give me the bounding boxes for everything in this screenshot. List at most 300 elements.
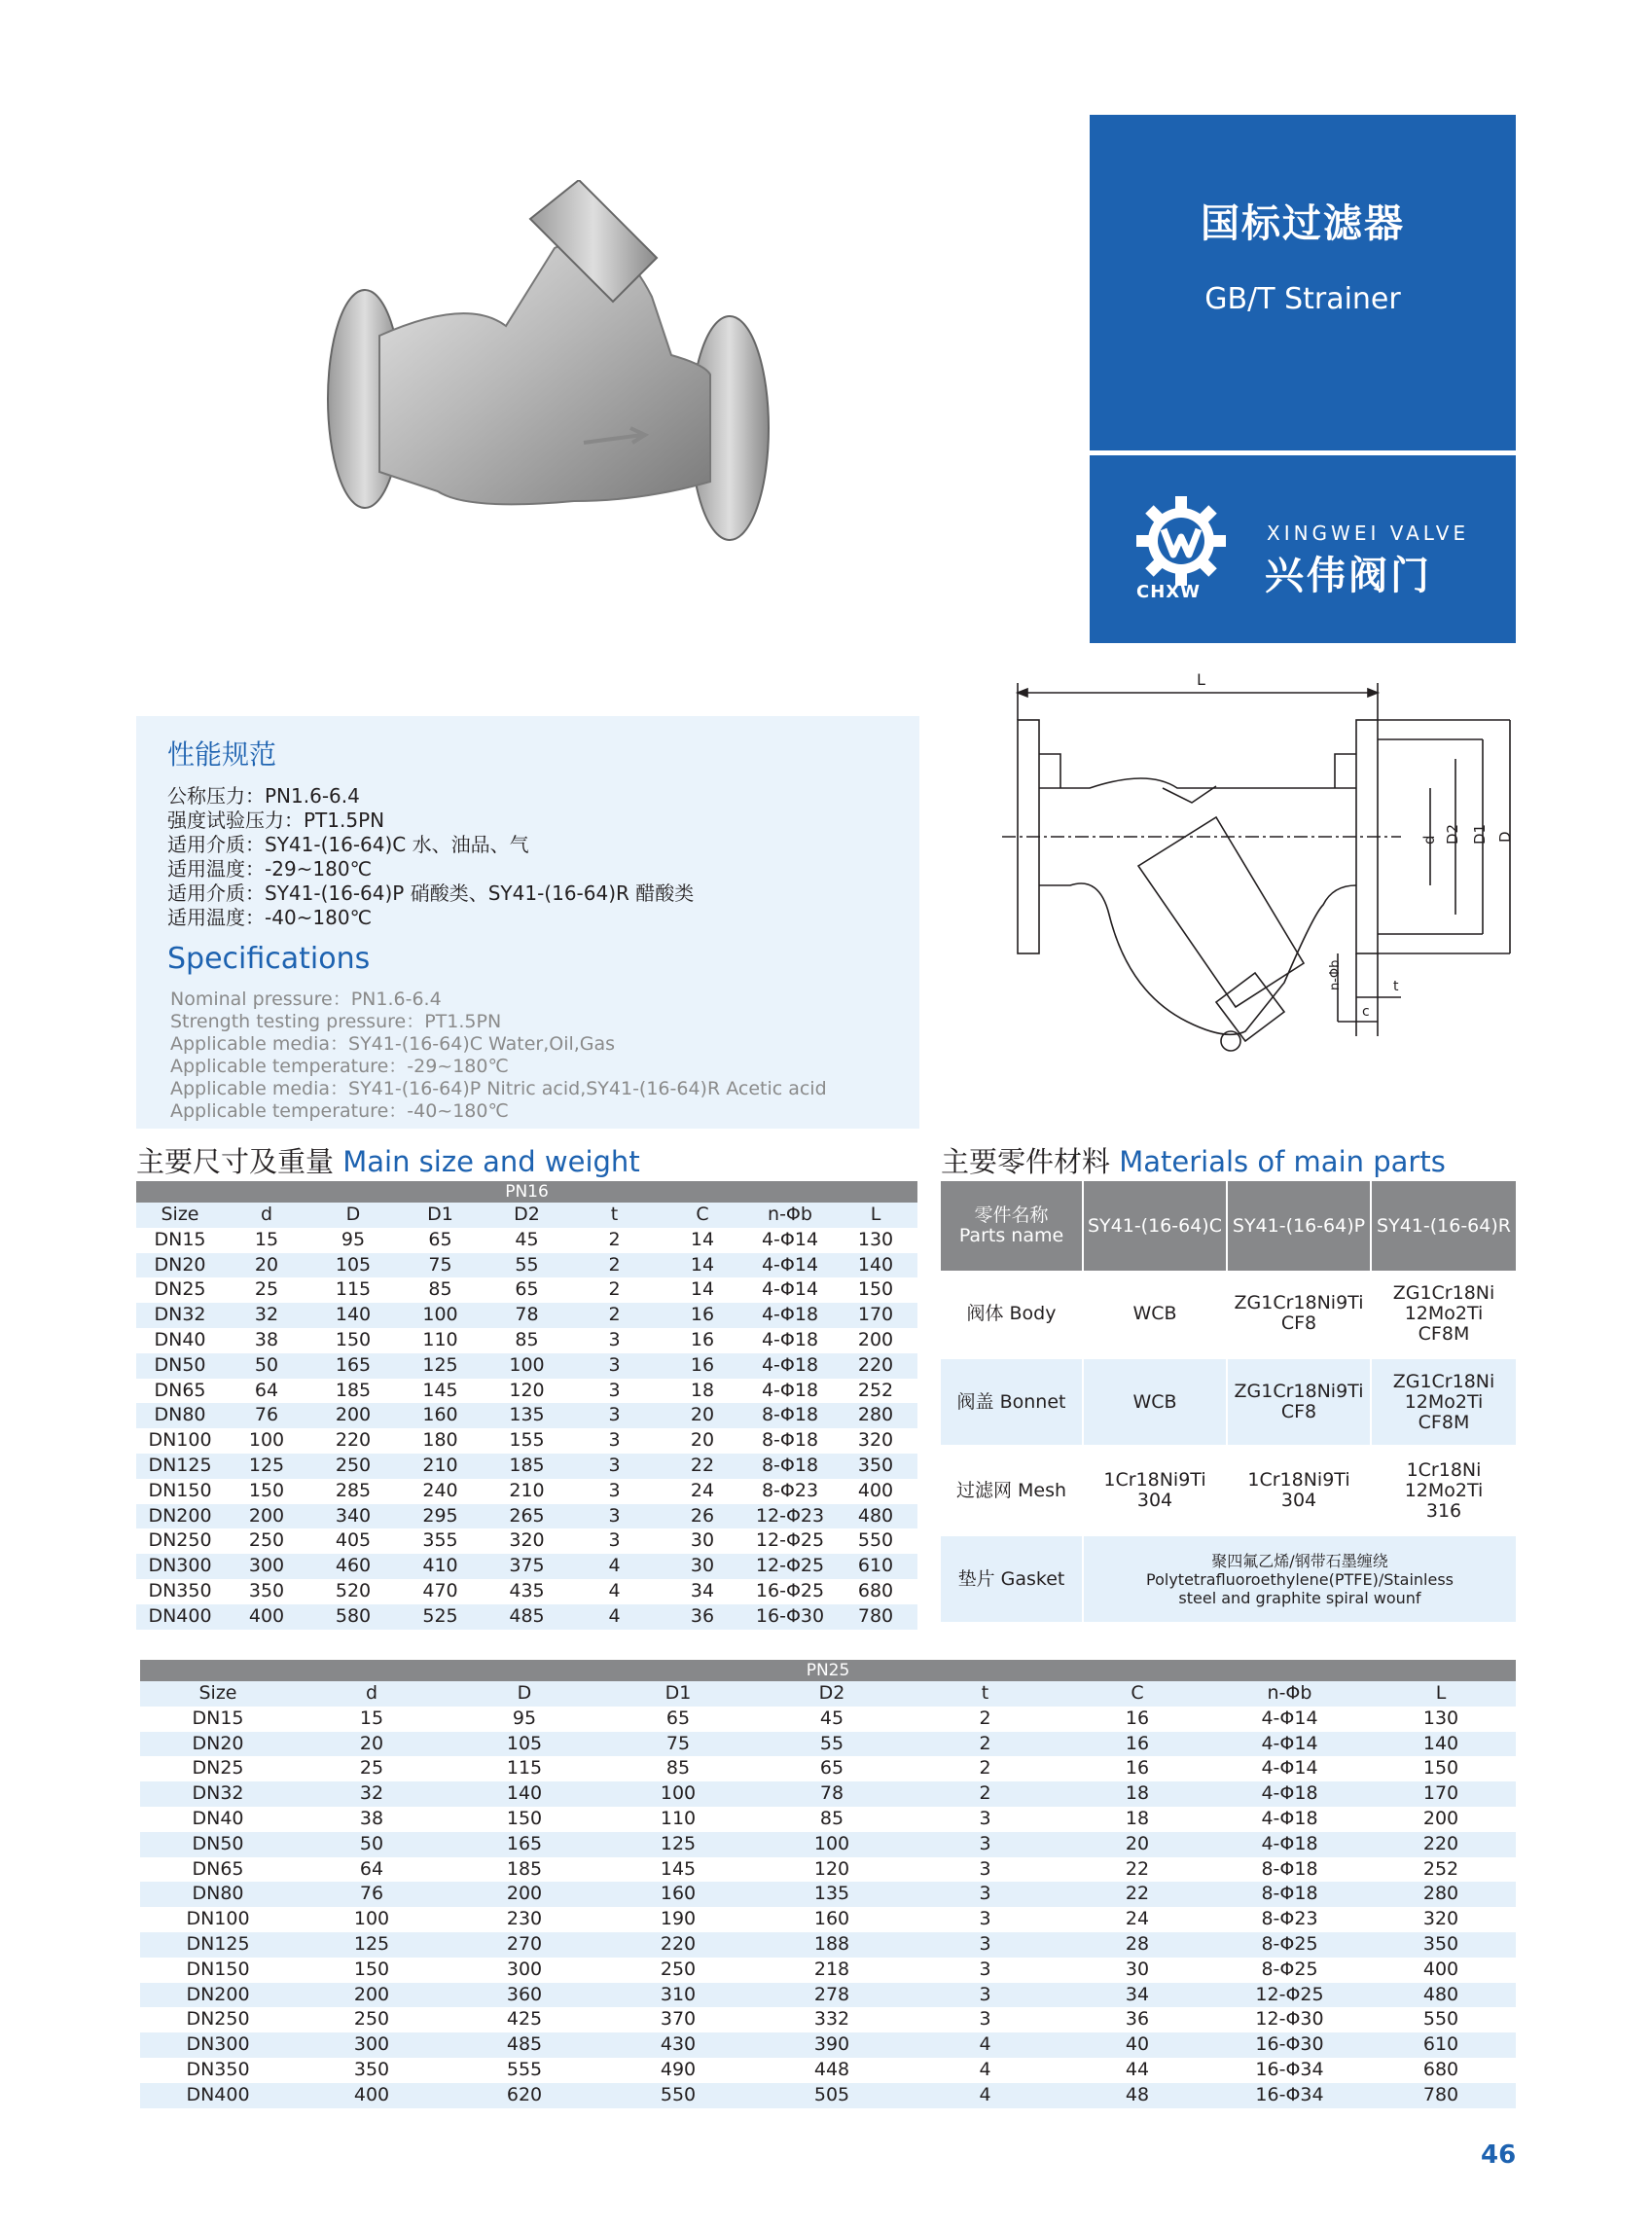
- table-cell: 125: [601, 1832, 755, 1857]
- table-cell: 100: [397, 1303, 484, 1328]
- table-cell: 22: [1061, 1882, 1213, 1907]
- table-cell: 295: [397, 1504, 484, 1529]
- table-cell: 20: [690, 1429, 715, 1452]
- table-cell: 4-Φ14: [746, 1253, 834, 1278]
- column-header: D1: [397, 1203, 484, 1228]
- table-cell: 140: [834, 1253, 917, 1278]
- table-cell: 18: [1061, 1781, 1213, 1807]
- table-cell: 150: [1422, 1757, 1459, 1780]
- table-cell: 40: [1061, 2032, 1213, 2058]
- part-name: 过滤网 Mesh: [941, 1447, 1083, 1535]
- table-cell: 300: [296, 2032, 448, 2058]
- table-cell: 200: [224, 1504, 309, 1529]
- table-cell: DN150: [186, 1958, 250, 1980]
- table-cell: 185: [506, 1857, 543, 1880]
- materials-section-title-cn: 主要零件材料: [941, 1145, 1111, 1178]
- table-cell: 140: [1366, 1732, 1516, 1757]
- table-row: [140, 1983, 1516, 2008]
- table-cell: DN100: [186, 1908, 250, 1930]
- table-cell: 610: [1366, 2032, 1516, 2058]
- dim-label-l: L: [1197, 671, 1205, 689]
- table-cell: 16: [659, 1353, 746, 1379]
- table-cell: 3: [979, 1807, 991, 1829]
- table-cell: 220: [335, 1429, 372, 1452]
- table-cell: DN65: [154, 1379, 206, 1401]
- table-cell: 525: [397, 1604, 484, 1630]
- table-cell: 220: [834, 1353, 917, 1379]
- table-cell: 4: [570, 1604, 659, 1630]
- table-cell: DN350: [186, 2058, 250, 2080]
- table-cell: DN50: [140, 1832, 296, 1857]
- table-cell: 45: [515, 1228, 539, 1250]
- table-cell: 16: [1061, 1732, 1213, 1757]
- table-cell: 125: [296, 1932, 448, 1958]
- material-p: ZG1Cr18Ni9Ti CF8: [1227, 1358, 1371, 1447]
- table-cell: 485: [448, 2032, 601, 2058]
- table-cell: 350: [1366, 1932, 1516, 1958]
- table-row: [136, 1554, 917, 1579]
- material-col-r-header: SY41-(16-64)R: [1371, 1181, 1516, 1271]
- table-cell: 3: [570, 1403, 659, 1428]
- table-cell: DN350: [148, 1579, 212, 1601]
- table-row: [140, 1857, 1516, 1883]
- spec-line-en: Applicable temperature：-29~180℃: [170, 1056, 509, 1077]
- material-c: 1Cr18Ni9Ti 304: [1083, 1447, 1227, 1535]
- table-cell: 2: [570, 1303, 659, 1328]
- column-header: Size: [136, 1203, 224, 1228]
- column-header: D1: [601, 1681, 755, 1707]
- table-cell: 400: [857, 1479, 894, 1501]
- table-row: [136, 1504, 917, 1529]
- table-cell: 435: [509, 1579, 545, 1601]
- parts-name-header: [941, 1181, 1083, 1271]
- table-cell: 155: [509, 1429, 545, 1452]
- materials-section-title-en: Materials of main parts: [1119, 1145, 1446, 1178]
- table-row: [140, 1932, 1516, 1958]
- table-cell: 4: [979, 2058, 991, 2080]
- table-cell: 30: [659, 1554, 746, 1579]
- table-row: [136, 1253, 917, 1278]
- table-cell: 150: [353, 1958, 390, 1980]
- table-cell: DN32: [136, 1303, 224, 1328]
- table-cell: 620: [448, 2083, 601, 2108]
- table-cell: 12-Φ23: [746, 1504, 834, 1529]
- table-cell: 8-Φ23: [761, 1479, 819, 1501]
- table-cell: DN25: [192, 1757, 244, 1780]
- table-cell: 4-Φ14: [1261, 1707, 1318, 1729]
- table-cell: 4: [570, 1554, 659, 1579]
- table-cell: 550: [857, 1529, 894, 1552]
- pn25-column-header-row: [140, 1681, 1516, 1707]
- table-cell: 115: [335, 1278, 372, 1301]
- table-cell: 150: [506, 1807, 543, 1829]
- table-cell: 110: [422, 1328, 458, 1350]
- table-cell: 36: [659, 1604, 746, 1630]
- table-cell: 170: [1366, 1781, 1516, 1807]
- table-cell: 38: [359, 1807, 384, 1829]
- size-section-title-en: Main size and weight: [342, 1145, 640, 1178]
- table-cell: 2: [979, 1707, 991, 1729]
- dim-label-d1: D1: [1471, 823, 1489, 845]
- table-cell: 4-Φ18: [761, 1379, 819, 1401]
- table-cell: 95: [512, 1707, 537, 1729]
- table-row: [140, 1707, 1516, 1732]
- table-cell: 505: [755, 2083, 909, 2108]
- table-cell: 4-Φ18: [1213, 1832, 1366, 1857]
- column-header: n-Φb: [1213, 1681, 1366, 1707]
- table-cell: 85: [515, 1328, 539, 1350]
- table-cell: 28: [1061, 1932, 1213, 1958]
- table-cell: 22: [1125, 1857, 1150, 1880]
- table-cell: 360: [448, 1983, 601, 2008]
- table-cell: 16: [690, 1328, 715, 1350]
- table-cell: 8-Φ18: [1213, 1882, 1366, 1907]
- gear-logo-icon: [1136, 496, 1226, 586]
- table-cell: 120: [509, 1379, 545, 1401]
- page-number: 46: [1481, 2140, 1517, 2170]
- table-cell: 185: [335, 1379, 372, 1401]
- size-section-title: [136, 1140, 640, 1180]
- table-cell: 150: [248, 1479, 285, 1501]
- table-row: [140, 2083, 1516, 2108]
- table-cell: 14: [690, 1278, 715, 1301]
- table-cell: 55: [484, 1253, 570, 1278]
- materials-row-gasket: [941, 1535, 1516, 1624]
- table-cell: 170: [834, 1303, 917, 1328]
- specifications-box: [136, 716, 919, 1129]
- table-cell: 320: [509, 1529, 545, 1552]
- column-header: L: [1366, 1681, 1516, 1707]
- table-cell: 25: [254, 1278, 279, 1301]
- table-cell: 50: [296, 1832, 448, 1857]
- table-cell: 210: [509, 1479, 545, 1501]
- brand-panel: [1090, 455, 1516, 643]
- table-row: [136, 1379, 917, 1404]
- table-cell: 110: [660, 1807, 697, 1829]
- table-cell: 30: [690, 1529, 715, 1552]
- table-row: [140, 1882, 1516, 1907]
- table-cell: 16-Φ25: [755, 1579, 825, 1601]
- table-cell: 200: [857, 1328, 894, 1350]
- table-row: [140, 1732, 1516, 1757]
- table-cell: 105: [309, 1253, 397, 1278]
- table-cell: 480: [1366, 1983, 1516, 2008]
- materials-section-title: [941, 1140, 1446, 1180]
- table-cell: 12-Φ25: [1213, 1983, 1366, 2008]
- dim-label-nb: n-Φb: [1328, 959, 1343, 990]
- table-cell: 8-Φ18: [746, 1454, 834, 1479]
- table-cell: 278: [755, 1983, 909, 2008]
- table-cell: 310: [601, 1983, 755, 2008]
- table-cell: 490: [660, 2058, 697, 2080]
- table-cell: 24: [690, 1479, 715, 1501]
- table-cell: 350: [248, 1579, 285, 1601]
- column-header: D2: [484, 1203, 570, 1228]
- table-cell: 65: [819, 1757, 844, 1780]
- table-cell: 4-Φ18: [746, 1353, 834, 1379]
- table-cell: 64: [254, 1379, 279, 1401]
- table-cell: 140: [448, 1781, 601, 1807]
- table-cell: 4-Φ18: [746, 1303, 834, 1328]
- table-cell: 250: [353, 2008, 390, 2031]
- strainer-product-photo: [321, 180, 778, 589]
- table-cell: 3: [608, 1479, 621, 1501]
- table-cell: 135: [755, 1882, 909, 1907]
- table-cell: 125: [224, 1454, 309, 1479]
- table-cell: 410: [397, 1554, 484, 1579]
- table-cell: 550: [1422, 2008, 1459, 2031]
- table-cell: 185: [484, 1454, 570, 1479]
- table-cell: DN200: [136, 1504, 224, 1529]
- table-cell: 16-Φ30: [746, 1604, 834, 1630]
- material-c: WCB: [1083, 1271, 1227, 1358]
- table-cell: 3: [570, 1353, 659, 1379]
- parts-name-cn: 零件名称: [974, 1204, 1049, 1226]
- table-cell: DN25: [154, 1278, 206, 1301]
- table-cell: 160: [397, 1403, 484, 1428]
- pn16-pressure-label: PN16: [136, 1181, 917, 1203]
- table-cell: 350: [834, 1454, 917, 1479]
- table-cell: 34: [690, 1579, 715, 1601]
- table-cell: 3: [979, 2008, 991, 2031]
- table-cell: 150: [335, 1328, 372, 1350]
- table-cell: 4-Φ18: [761, 1328, 819, 1350]
- table-cell: 76: [224, 1403, 309, 1428]
- table-cell: 252: [857, 1379, 894, 1401]
- table-cell: 350: [353, 2058, 390, 2080]
- table-cell: DN80: [136, 1403, 224, 1428]
- table-cell: 30: [1125, 1958, 1150, 1980]
- table-cell: DN20: [140, 1732, 296, 1757]
- table-cell: 165: [309, 1353, 397, 1379]
- table-cell: 3: [608, 1379, 621, 1401]
- table-cell: 4: [909, 2032, 1061, 2058]
- table-cell: 610: [834, 1554, 917, 1579]
- table-cell: 285: [335, 1479, 372, 1501]
- table-cell: 105: [448, 1732, 601, 1757]
- table-row: [136, 1528, 917, 1554]
- table-cell: 75: [397, 1253, 484, 1278]
- table-cell: 3: [909, 1983, 1061, 2008]
- table-cell: 8-Φ18: [761, 1429, 819, 1452]
- table-cell: 16-Φ34: [1255, 2058, 1324, 2080]
- table-cell: 2: [608, 1228, 621, 1250]
- materials-table: [941, 1181, 1516, 1625]
- spec-line-en: Strength testing pressure：PT1.5PN: [170, 1011, 502, 1032]
- table-cell: 250: [660, 1958, 697, 1980]
- table-cell: 4-Φ14: [761, 1228, 819, 1250]
- table-cell: 44: [1125, 2058, 1150, 2080]
- table-cell: 32: [224, 1303, 309, 1328]
- brand-cn: 兴伟阀门: [1265, 554, 1432, 598]
- brand-en: XINGWEI VALVE: [1267, 521, 1470, 545]
- table-cell: 400: [224, 1604, 309, 1630]
- table-cell: 145: [422, 1379, 458, 1401]
- table-cell: 300: [506, 1958, 543, 1980]
- table-cell: DN40: [154, 1328, 206, 1350]
- spec-line-en: Applicable temperature：-40~180℃: [170, 1100, 509, 1122]
- table-cell: 3: [608, 1529, 621, 1552]
- column-header: C: [1061, 1681, 1213, 1707]
- table-row: [140, 1756, 1516, 1781]
- table-cell: DN32: [140, 1781, 296, 1807]
- spec-line-en: Nominal pressure：PN1.6-6.4: [170, 989, 442, 1010]
- table-cell: 65: [665, 1707, 691, 1729]
- table-cell: 270: [448, 1932, 601, 1958]
- table-cell: 85: [819, 1807, 844, 1829]
- table-cell: 145: [660, 1857, 697, 1880]
- table-cell: 4-Φ14: [761, 1278, 819, 1301]
- table-cell: 218: [813, 1958, 850, 1980]
- table-cell: 78: [484, 1303, 570, 1328]
- table-cell: 160: [813, 1908, 850, 1930]
- table-cell: 18: [690, 1379, 715, 1401]
- table-cell: 180: [422, 1429, 458, 1452]
- table-cell: 85: [428, 1278, 452, 1301]
- column-header: D: [309, 1203, 397, 1228]
- table-cell: 12-Φ25: [755, 1529, 825, 1552]
- table-cell: 3: [979, 1908, 991, 1930]
- material-col-c-header: SY41-(16-64)C: [1083, 1181, 1227, 1271]
- table-cell: 14: [659, 1253, 746, 1278]
- table-cell: 100: [601, 1781, 755, 1807]
- table-cell: 115: [506, 1757, 543, 1780]
- table-row: [140, 2007, 1516, 2032]
- table-cell: 220: [1366, 1832, 1516, 1857]
- table-cell: DN125: [136, 1454, 224, 1479]
- table-cell: DN400: [140, 2083, 296, 2108]
- title-cn: 国标过滤器: [1201, 201, 1405, 246]
- table-cell: DN40: [192, 1807, 244, 1829]
- table-row: [136, 1479, 917, 1504]
- table-cell: 125: [397, 1353, 484, 1379]
- table-cell: DN80: [140, 1882, 296, 1907]
- spec-line-cn: 适用介质：SY41-(16-64)P 硝酸类、SY41-(16-64)R 醋酸类: [167, 881, 695, 905]
- table-cell: 4-Φ14: [1261, 1757, 1318, 1780]
- table-cell: 8-Φ23: [1261, 1908, 1318, 1930]
- column-header: L: [834, 1203, 917, 1228]
- material-r: 1Cr18Ni 12Mo2Ti 316: [1371, 1447, 1516, 1535]
- dim-label-c: c: [1362, 1004, 1370, 1020]
- table-row: [140, 1832, 1516, 1857]
- table-cell: 16-Φ34: [1213, 2083, 1366, 2108]
- table-cell: 3: [909, 1882, 1061, 1907]
- table-row: [136, 1303, 917, 1328]
- table-cell: 3: [608, 1429, 621, 1452]
- table-cell: DN15: [154, 1228, 206, 1250]
- table-cell: 2: [979, 1757, 991, 1780]
- strainer-dimension-drawing: [992, 671, 1518, 1099]
- table-cell: 165: [448, 1832, 601, 1857]
- pn16-column-header-row: [136, 1203, 917, 1228]
- spec-line-en: Applicable media：SY41-(16-64)P Nitric acid,SY41-(16-64)R Acetic acid: [170, 1078, 827, 1099]
- table-cell: 55: [755, 1732, 909, 1757]
- table-cell: DN150: [148, 1479, 212, 1501]
- table-cell: 14: [690, 1228, 715, 1250]
- table-cell: 188: [755, 1932, 909, 1958]
- materials-row-mesh: [941, 1447, 1516, 1535]
- table-cell: 780: [834, 1604, 917, 1630]
- table-row: [136, 1428, 917, 1454]
- spec-line-en: Applicable media：SY41-(16-64)C Water,Oil,Gas: [170, 1033, 616, 1055]
- table-cell: 280: [1366, 1882, 1516, 1907]
- table-cell: 32: [296, 1781, 448, 1807]
- pn16-pressure-band: [136, 1181, 917, 1203]
- table-cell: 460: [309, 1554, 397, 1579]
- table-cell: 15: [359, 1707, 384, 1729]
- column-header: t: [570, 1203, 659, 1228]
- table-row: [140, 1807, 1516, 1832]
- table-cell: 22: [659, 1454, 746, 1479]
- part-name: 垫片 Gasket: [941, 1535, 1083, 1624]
- spec-title-en: Specifications: [167, 942, 371, 976]
- table-cell: 130: [857, 1228, 894, 1250]
- table-cell: 78: [755, 1781, 909, 1807]
- table-cell: DN250: [186, 2008, 250, 2031]
- table-cell: 250: [248, 1529, 285, 1552]
- column-header: t: [909, 1681, 1061, 1707]
- table-cell: 135: [484, 1403, 570, 1428]
- table-cell: 252: [1422, 1857, 1459, 1880]
- table-cell: 550: [601, 2083, 755, 2108]
- table-cell: 26: [659, 1504, 746, 1529]
- materials-header-row: [941, 1181, 1516, 1271]
- spec-line-cn: 适用介质：SY41-(16-64)C 水、油品、气: [167, 833, 529, 856]
- table-cell: 4-Φ14: [1213, 1732, 1366, 1757]
- size-section-title-cn: 主要尺寸及重量: [136, 1145, 335, 1178]
- pn16-size-table: [136, 1181, 917, 1630]
- table-cell: DN250: [148, 1529, 212, 1552]
- table-cell: 16-Φ30: [1213, 2032, 1366, 2058]
- table-cell: 48: [1061, 2083, 1213, 2108]
- table-cell: 4-Φ18: [1213, 1781, 1366, 1807]
- table-row: [136, 1403, 917, 1428]
- table-cell: DN200: [140, 1983, 296, 2008]
- table-cell: 470: [422, 1579, 458, 1601]
- table-cell: 3: [979, 1857, 991, 1880]
- table-cell: DN20: [136, 1253, 224, 1278]
- part-name: 阀盖 Bonnet: [941, 1358, 1083, 1447]
- table-cell: 8-Φ18: [1261, 1857, 1318, 1880]
- materials-row-bonnet: [941, 1358, 1516, 1447]
- table-cell: 200: [309, 1403, 397, 1428]
- table-cell: 160: [601, 1882, 755, 1907]
- table-cell: DN15: [192, 1707, 244, 1729]
- table-cell: 20: [296, 1732, 448, 1757]
- table-cell: 85: [665, 1757, 691, 1780]
- table-cell: 100: [755, 1832, 909, 1857]
- table-cell: 8-Φ25: [1213, 1932, 1366, 1958]
- dim-label-d2: D2: [1444, 823, 1461, 845]
- table-cell: 2: [570, 1253, 659, 1278]
- table-cell: 200: [296, 1983, 448, 2008]
- table-cell: DN65: [192, 1857, 244, 1880]
- table-cell: DN100: [148, 1429, 212, 1452]
- table-cell: 140: [309, 1303, 397, 1328]
- table-cell: 2: [909, 1732, 1061, 1757]
- table-cell: 100: [484, 1353, 570, 1379]
- table-row: [140, 2058, 1516, 2083]
- table-cell: 100: [353, 1908, 390, 1930]
- table-cell: 210: [397, 1454, 484, 1479]
- spec-line-cn: 适用温度：-29~180℃: [167, 857, 373, 881]
- table-cell: 780: [1366, 2083, 1516, 2108]
- pn25-pressure-band: [140, 1660, 1516, 1681]
- material-p: 1Cr18Ni9Ti 304: [1227, 1447, 1371, 1535]
- table-cell: 400: [1422, 1958, 1459, 1980]
- column-header: d: [224, 1203, 309, 1228]
- parts-name-en: Parts name: [958, 1225, 1064, 1246]
